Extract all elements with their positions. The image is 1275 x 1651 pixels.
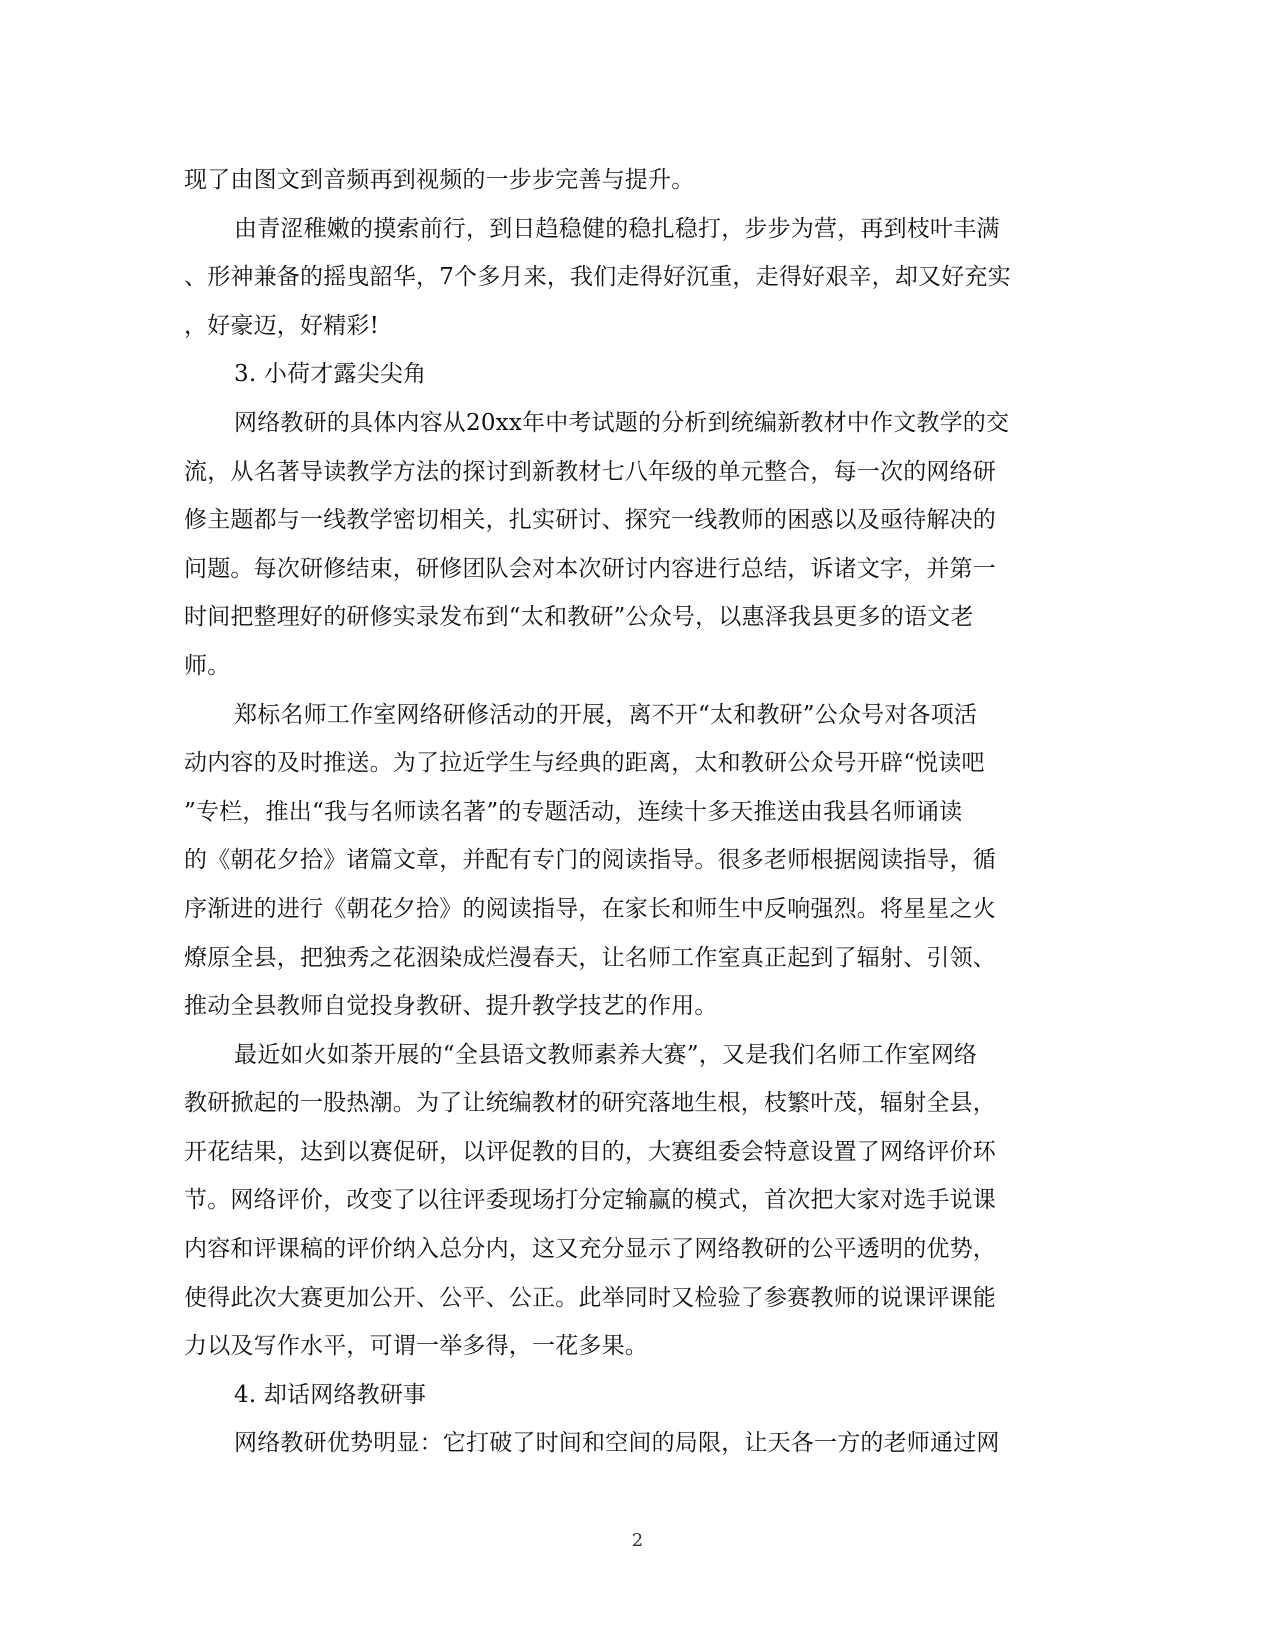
page-number: 2 (631, 1530, 644, 1551)
paragraph-line: 最近如火如荼开展的“全县语文教师素养大赛”，又是我们名师工作室网络 (234, 1041, 978, 1068)
text-line: 动内容的及时推送。为了拉近学生与经典的距离，太和教研公众号开辟“悦读吧 (184, 750, 985, 777)
text-line: 节。网络评价，改变了以往评委现场打分定输赢的模式，首次把大家对选手说课 (184, 1187, 996, 1214)
text-line: 师。 (184, 652, 231, 679)
paragraph-line: 网络教研优势明显：它打破了时间和空间的局限，让天各一方的老师通过网 (234, 1430, 1000, 1457)
text-line: 、形神兼备的摇曳韶华，7个多月来，我们走得好沉重，走得好艰辛，却又好充实 (184, 264, 1011, 291)
text-line: 力以及写作水平，可谓一举多得，一花多果。 (184, 1333, 648, 1360)
text-line: 的《朝花夕拾》诸篇文章，并配有专门的阅读指导。很多老师根据阅读指导，循 (184, 847, 996, 874)
text-line: ”专栏，推出“我与名师读名著”的专题活动，连续十多天推送由我县名师诵读 (184, 798, 963, 825)
text-line: 修主题都与一线教学密切相关，扎实研讨、探究一线教师的困惑以及亟待解决的 (184, 507, 996, 534)
section-heading: 4. 却话网络教研事 (234, 1381, 427, 1408)
text-line: 现了由图文到音频再到视频的一步步完善与提升。 (184, 167, 695, 193)
section-heading: 3. 小荷才露尖尖角 (234, 361, 427, 388)
paragraph-line: 郑标名师工作室网络研修活动的开展，离不开“太和教研”公众号对各项活 (234, 701, 978, 728)
text-line: 推动全县教师自觉投身教研、提升教学技艺的作用。 (184, 993, 718, 1020)
text-line: 时间把整理好的研修实录发布到“太和教研”公众号，以惠泽我县更多的语文老 (184, 604, 974, 631)
text-line: 序渐进的进行《朝花夕拾》的阅读指导，在家长和师生中反响强烈。将星星之火 (184, 895, 996, 922)
text-line: 教研掀起的一股热潮。为了让统编教材的研究落地生根，枝繁叶茂，辐射全县， (184, 1090, 996, 1117)
body-text (184, 156, 1079, 1468)
text-line: 燎原全县，把独秀之花洇染成烂漫春天，让名师工作室真正起到了辐射、引领、 (184, 944, 996, 971)
paragraph-line: 网络教研的具体内容从20xx年中考试题的分析到统编新教材中作文教学的交 (234, 409, 1010, 436)
text-line: 内容和评课稿的评价纳入总分内，这又充分显示了网络教研的公平透明的优势， (184, 1236, 996, 1263)
text-line: ，好豪迈，好精彩! (184, 312, 380, 339)
text-line: 流，从名著导读教学方法的探讨到新教材七八年级的单元整合，每一次的网络研 (184, 458, 996, 485)
paragraph-line: 由青涩稚嫩的摸索前行，到日趋稳健的稳扎稳打，步步为营，再到枝叶丰满 (234, 215, 1000, 242)
text-line: 使得此次大赛更加公开、公平、公正。此举同时又检验了参赛教师的说课评课能 (184, 1284, 996, 1311)
text-line: 问题。每次研修结束，研修团队会对本次研讨内容进行总结，诉诸文字，并第一 (184, 555, 996, 582)
text-line: 开花结果，达到以赛促研，以评促教的目的，大赛组委会特意设置了网络评价环 (184, 1138, 996, 1165)
